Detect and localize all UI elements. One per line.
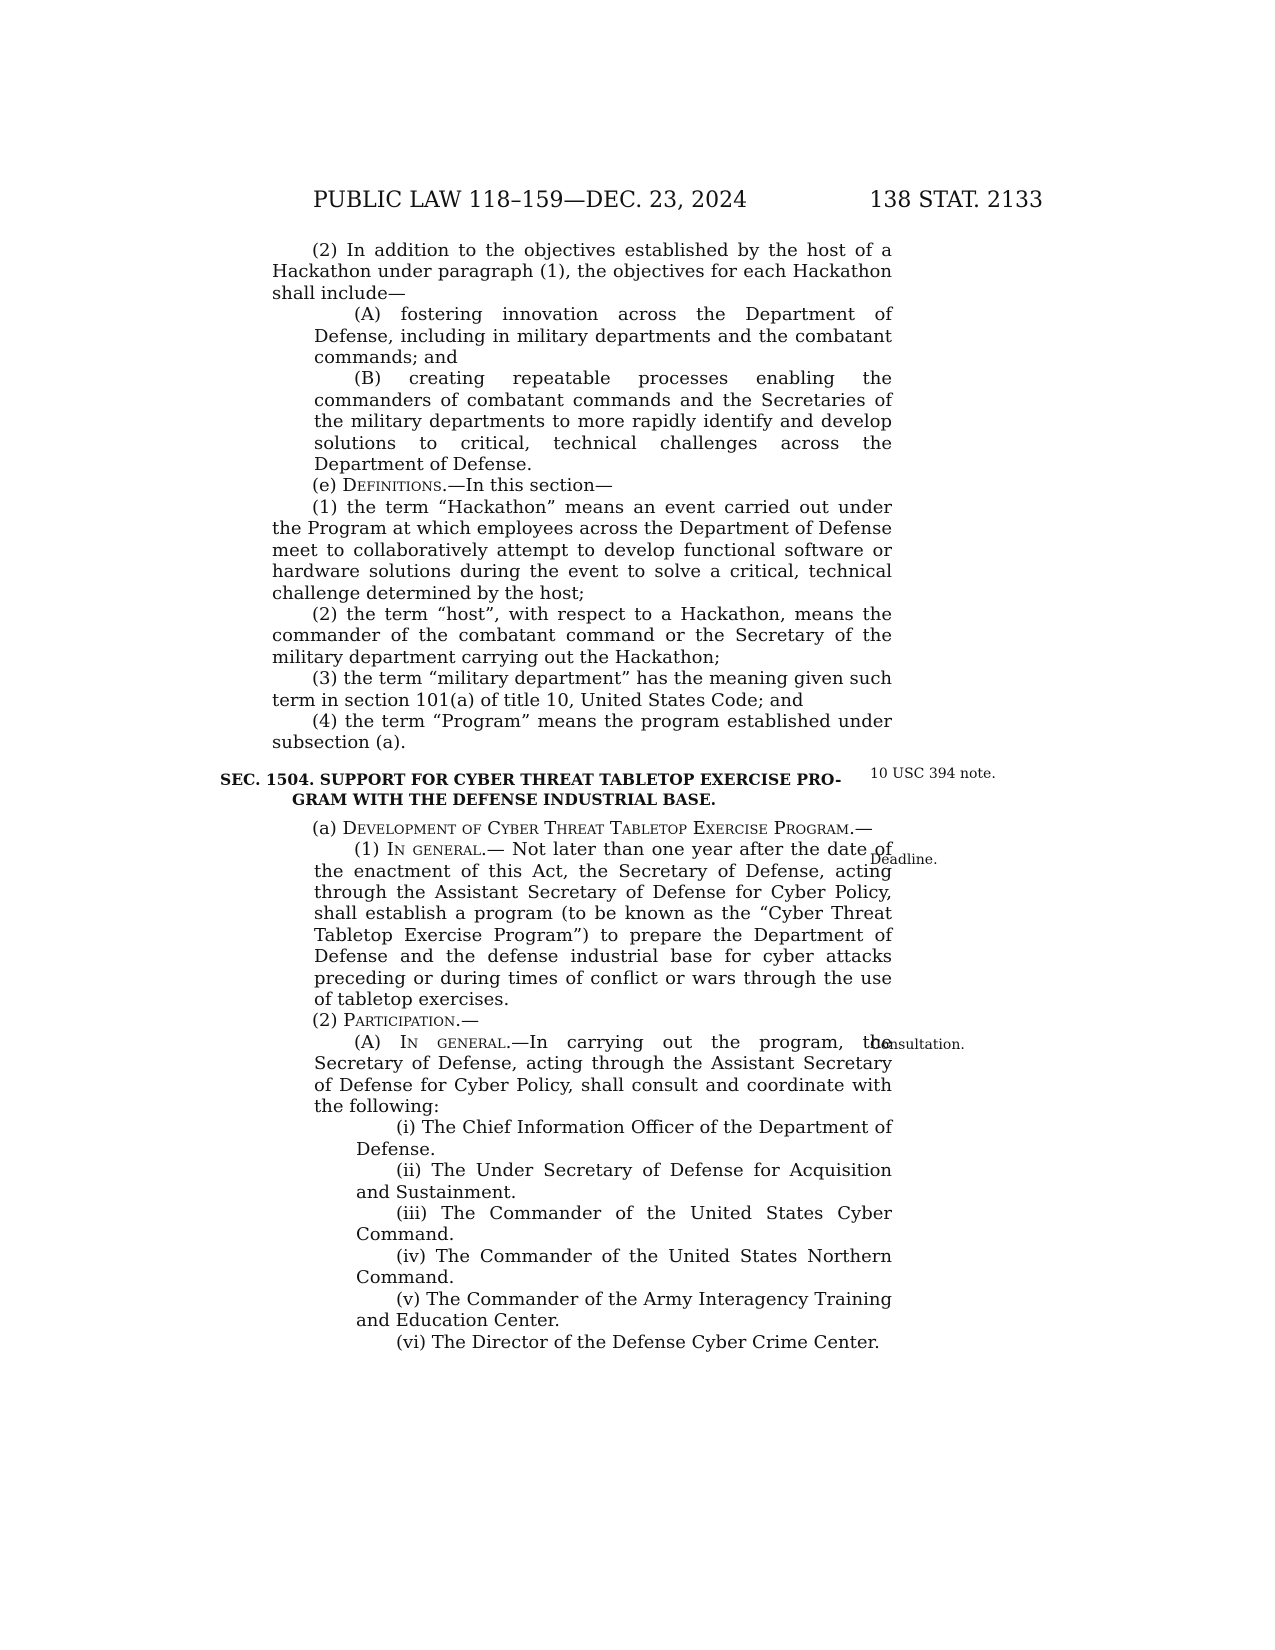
- paragraph-a1-text: .— Not later than one year after the date of the enactment of this Act, the Secretary of Defense, acting through the Assistant Secretary of Defense for Cyber Policy, shall establish a program (to be known as the “Cyber Threat Tabletop Exercise Program”) to prepare the Department of Defense and the defense industrial base for cyber attacks preceding or during times of conflict or wars through the use of tabletop exercises.: [314, 839, 892, 1010]
- subparagraph-a2a-heading: In general: [399, 1031, 506, 1053]
- definition-4: (4) the term “Program” means the program established under subsection (a).: [272, 710, 892, 754]
- paragraph-2: (2) In addition to the objectives established by the host of a Hackathon under paragraph (1), the objectives for each Hackathon shall include—: [272, 240, 892, 304]
- clause-v: (v) The Commander of the Army Interagency Training and Education Center.: [356, 1288, 892, 1332]
- paragraph-a2-heading: Participation: [343, 1010, 456, 1032]
- clause-i: (i) The Chief Information Officer of the Department of Defense.: [356, 1117, 892, 1160]
- subparagraph-a: (A) fostering innovation across the Department of Defense, including in military departments and the combatant commands; and: [314, 304, 892, 369]
- subparagraph-a2a-label: (A): [354, 1031, 400, 1053]
- definition-2: (2) the term “host”, with respect to a Hackathon, means the commander of the combatant command or the Secretary of the military department carrying out the Hackathon;: [272, 603, 892, 668]
- subsection-a-label: (a): [312, 817, 343, 839]
- definition-1: (1) the term “Hackathon” means an event carried out under the Program at which employees across the Department of Defense meet to collaboratively attempt to develop functional software or hardware solutions during the event to solve a critical, technical challenge determined by the host;: [272, 496, 892, 604]
- section-heading: [220, 770, 892, 810]
- paragraph-a1-heading: In general: [386, 839, 481, 861]
- subsection-e-heading: [272, 475, 892, 496]
- clause-ii: (ii) The Under Secretary of Defense for Acquisition and Sustainment.: [356, 1160, 892, 1203]
- statute-page-number: 138 STAT. 2133: [869, 188, 1043, 213]
- subparagraph-a2a-text: .—In carrying out the program, the Secretary of Defense, acting through the Assistant Secretary of Defense for Cyber Policy, shall consult and coordinate with the following:: [314, 1031, 893, 1118]
- margin-note-consultation: Consultation.: [870, 1037, 965, 1053]
- clause-iii: (iii) The Commander of the United States Cyber Command.: [356, 1203, 892, 1246]
- section-heading-line2: GRAM WITH THE DEFENSE INDUSTRIAL BASE.: [292, 789, 717, 809]
- margin-note-usc: 10 USC 394 note.: [870, 766, 996, 782]
- paragraph-a2-label: (2): [312, 1010, 344, 1032]
- paragraph-a2-dash: .—: [455, 1010, 479, 1032]
- paragraph-a1-label: (1): [354, 839, 387, 861]
- subparagraph-b: (B) creating repeatable processes enabling the commanders of combatant commands and the Secretaries of the military departments to more rapidly identify and develop solutions to critical, technical challenges across the Department of Defense.: [314, 368, 892, 476]
- subsection-e-label: (e): [312, 475, 343, 497]
- page-header: [313, 188, 1043, 224]
- definition-3: (3) the term “military department” has the meaning given such term in section 101(a) of title 10, United States Code; and: [272, 668, 892, 711]
- clause-iv: (iv) The Commander of the United States Northern Command.: [356, 1245, 892, 1289]
- running-title: PUBLIC LAW 118–159—DEC. 23, 2024: [313, 188, 748, 213]
- paragraph-a2: [272, 1010, 892, 1031]
- definitions-heading: Definitions: [342, 475, 442, 497]
- paragraph-a1: [272, 839, 892, 1010]
- clause-vi: (vi) The Director of the Defense Cyber Crime Center.: [396, 1331, 880, 1353]
- margin-note-deadline: Deadline.: [870, 852, 938, 868]
- body-text: [220, 240, 893, 1353]
- subsection-a-dash: .—: [849, 817, 873, 839]
- section-heading-line1: SEC. 1504. SUPPORT FOR CYBER THREAT TABLETOP EXERCISE PRO-: [220, 769, 842, 789]
- subsection-e-intro: .—In this section—: [441, 475, 613, 497]
- subsection-a-heading: [272, 818, 892, 839]
- subsection-a-title: Development of Cyber Threat Tabletop Exercise Program: [342, 817, 850, 839]
- subparagraph-a2a: [272, 1032, 892, 1118]
